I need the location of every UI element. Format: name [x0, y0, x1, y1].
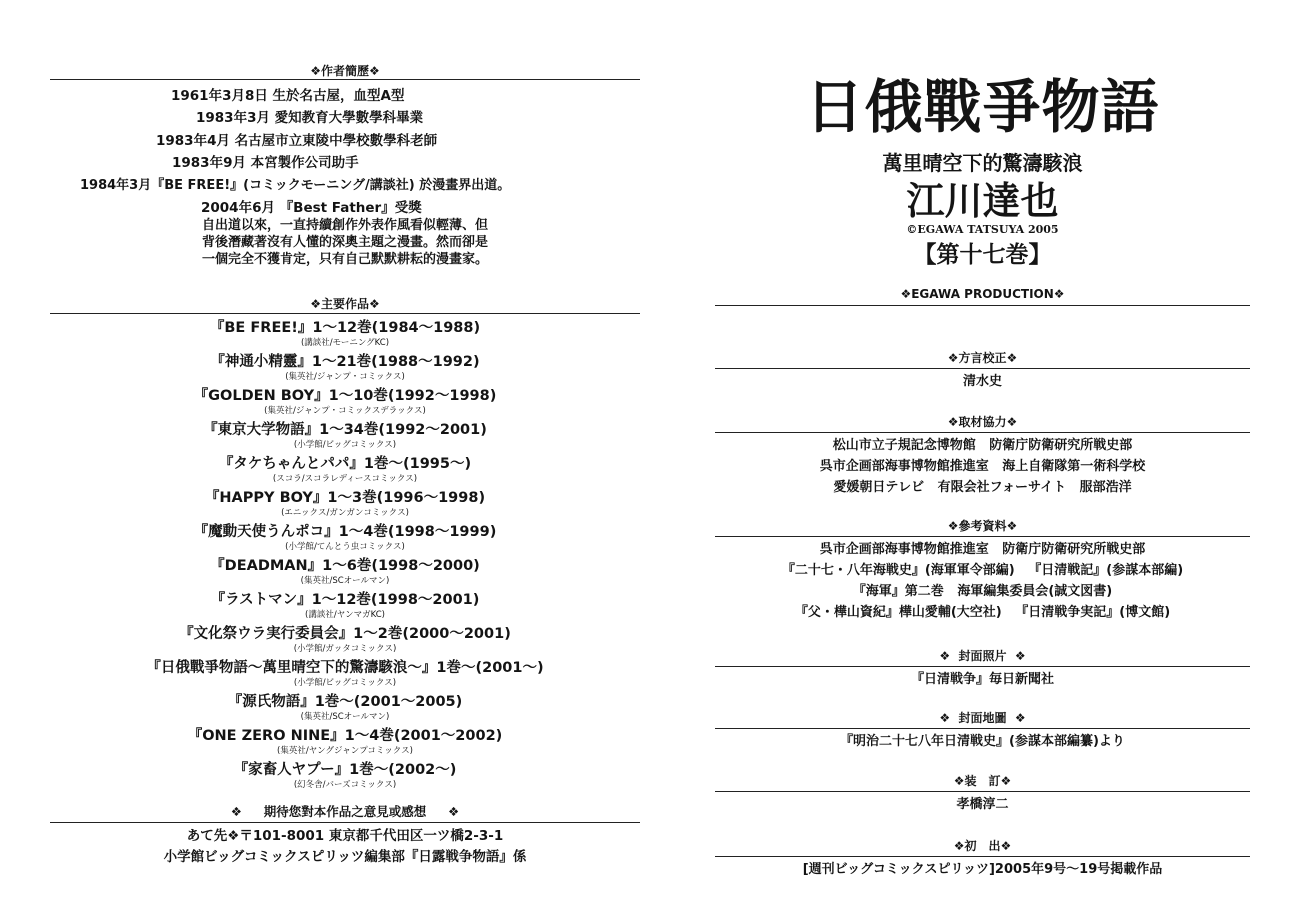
section-header: ❖取材協力❖: [947, 415, 1018, 429]
section-entry: 『二十七・八年海戦史』(海軍軍令部編) 『日清戦記』(参謀本部編): [781, 563, 1184, 578]
bio-divider: [50, 79, 640, 80]
work-publisher: (講談社/ヤンマガKC): [305, 610, 385, 620]
work-publisher: (スコラ/スコラレディースコミックス): [272, 474, 418, 484]
work-publisher: (幻冬舎/バーズコミックス): [293, 780, 397, 790]
bio-line: 1984年3月『BE FREE!』(コミックモーニング/講談社) 於漫畫界出道。: [80, 178, 511, 193]
works-divider: [50, 313, 640, 314]
bio-line: 1961年3月8日 生於名古屋，血型A型: [171, 88, 405, 104]
work-title: 『日俄戰爭物語〜萬里晴空下的驚濤駭浪〜』1巻〜(2001〜): [146, 660, 544, 676]
section-entry: 清水史: [962, 374, 1002, 389]
book-title: 日俄戰爭物語: [805, 73, 1160, 141]
bio-line: 1983年4月 名古屋市立東陵中學校數學科老師: [156, 133, 438, 149]
section-divider: [715, 666, 1250, 667]
bio-line: 2004年6月 『Best Father』受獎: [201, 200, 422, 216]
section-divider: [715, 791, 1250, 792]
work-publisher: (小学館/ビッグコミックス): [293, 440, 397, 450]
section-header: ❖方言校正❖: [947, 351, 1018, 365]
feedback-divider: [50, 822, 640, 823]
copyright: ©EGAWA TATSUYA 2005: [906, 223, 1059, 236]
bio-paragraph-line: 一個完全不獲肯定，只有自己默默耕耘的漫畫家。: [201, 252, 488, 267]
work-title: 『東京大学物語』1〜34巻(1992〜2001): [203, 422, 487, 438]
work-title: 『ONE ZERO NINE』1〜4巻(2001〜2002): [187, 728, 503, 744]
book-subtitle: 萬里晴空下的驚濤駭浪: [882, 151, 1083, 175]
work-publisher: (集英社/SCオールマン): [300, 576, 390, 586]
section-divider: [715, 368, 1250, 369]
section-divider: [715, 856, 1250, 857]
bio-line: 1983年9月 本宮製作公司助手: [172, 155, 359, 171]
work-title: 『文化祭ウラ実行委員会』1〜2巻(2000〜2001): [179, 626, 511, 642]
work-publisher: (集英社/ジャンプ・コミックス): [285, 372, 405, 382]
work-publisher: (集英社/SCオールマン): [300, 712, 390, 722]
section-header: ❖装 訂❖: [953, 774, 1012, 788]
volume-label: 【第十七巻】: [913, 241, 1052, 268]
work-publisher: (エニックス/ガンガンコミックス): [281, 508, 409, 518]
work-publisher: (集英社/ジャンプ・コミックスデラックス): [264, 406, 426, 416]
work-title: 『GOLDEN BOY』1〜10巻(1992〜1998): [193, 388, 497, 404]
work-title: 『神通小精靈』1〜21巻(1988〜1992): [210, 354, 480, 370]
bio-paragraph-line: 背後潛藏著沒有人懂的深奧主題之漫畫。然而卻是: [201, 235, 488, 250]
work-title: 『ラストマン』1〜12巻(1998〜2001): [210, 592, 480, 608]
bio-line: 1983年3月 愛知教育大學數學科畢業: [196, 110, 424, 126]
section-entry: 愛媛朝日テレビ 有限会社フォーサイト 服部浩洋: [833, 480, 1132, 495]
section-header: ❖ 封面照片 ❖: [939, 649, 1026, 663]
work-title: 『BE FREE!』1〜12巻(1984〜1988): [209, 320, 481, 336]
work-title: 『源氏物語』1巻〜(2001〜2005): [227, 694, 463, 710]
production-divider: [715, 305, 1250, 306]
section-entry: 『海軍』第二巻 海軍編集委員会(誠文図書): [852, 584, 1113, 599]
author-name: 江川達也: [906, 178, 1059, 223]
work-publisher: (小学館/てんとう虫コミックス): [285, 542, 405, 552]
work-title: 『HAPPY BOY』1〜3巻(1996〜1998): [204, 490, 486, 506]
section-entry: 松山市立子規記念博物館 防衛庁防衛研究所戦史部: [832, 438, 1133, 453]
section-header: ❖初 出❖: [953, 839, 1012, 853]
address-line: 小学館ビッグコミックスピリッツ編集部『日露戦争物語』係: [163, 849, 527, 865]
production-header: ❖EGAWA PRODUCTION❖: [900, 287, 1065, 301]
work-publisher: (集英社/ヤングジャンプコミックス): [277, 746, 413, 756]
work-publisher: (小学館/ビッグコミックス): [293, 678, 397, 688]
work-publisher: (講談社/モーニングKC): [300, 338, 390, 348]
section-entry: 『日清戦争』毎日新聞社: [910, 672, 1054, 687]
section-entry: 呉市企画部海事博物館推進室 海上自衛隊第一術科学校: [819, 459, 1146, 474]
section-entry: 呉市企画部海事博物館推進室 防衛庁防衛研究所戦史部: [819, 542, 1146, 557]
feedback-header: ❖ 期待您對本作品之意見或感想 ❖: [230, 804, 460, 819]
section-entry: 孝橋淳二: [956, 797, 1009, 812]
section-entry: 『父・樺山資紀』樺山愛輔(大空社) 『日清戦争実記』(博文館): [794, 605, 1171, 620]
section-header: ❖ 封面地圖 ❖: [939, 711, 1026, 725]
address-line: あて先❖〒101-8001 東京都千代田区一ツ橋2-3-1: [186, 828, 504, 844]
work-title: 『魔動天使うんポコ』1〜4巻(1998〜1999): [193, 524, 497, 540]
section-entry: [週刊ビッグコミックスピリッツ]2005年9号〜19号掲載作品: [802, 862, 1163, 877]
section-divider: [715, 536, 1250, 537]
work-title: 『家畜人ヤプー』1巻〜(2002〜): [233, 762, 457, 778]
section-entry: 『明治二十七八年日清戦史』(参謀本部編纂)より: [840, 734, 1125, 749]
section-divider: [715, 432, 1250, 433]
bio-paragraph-line: 自出道以來，一直持續創作外表作風看似輕薄、但: [201, 218, 488, 233]
section-header: ❖參考資料❖: [947, 519, 1018, 533]
work-publisher: (小学館/ガッタコミックス): [293, 644, 397, 654]
works-header: ❖主要作品❖: [310, 297, 380, 311]
bio-header: ❖作者簡歷❖: [310, 64, 380, 78]
work-title: 『DEADMAN』1〜6巻(1998〜2000): [210, 558, 480, 574]
section-divider: [715, 728, 1250, 729]
work-title: 『タケちゃんとパパ』1巻〜(1995〜): [218, 456, 472, 472]
